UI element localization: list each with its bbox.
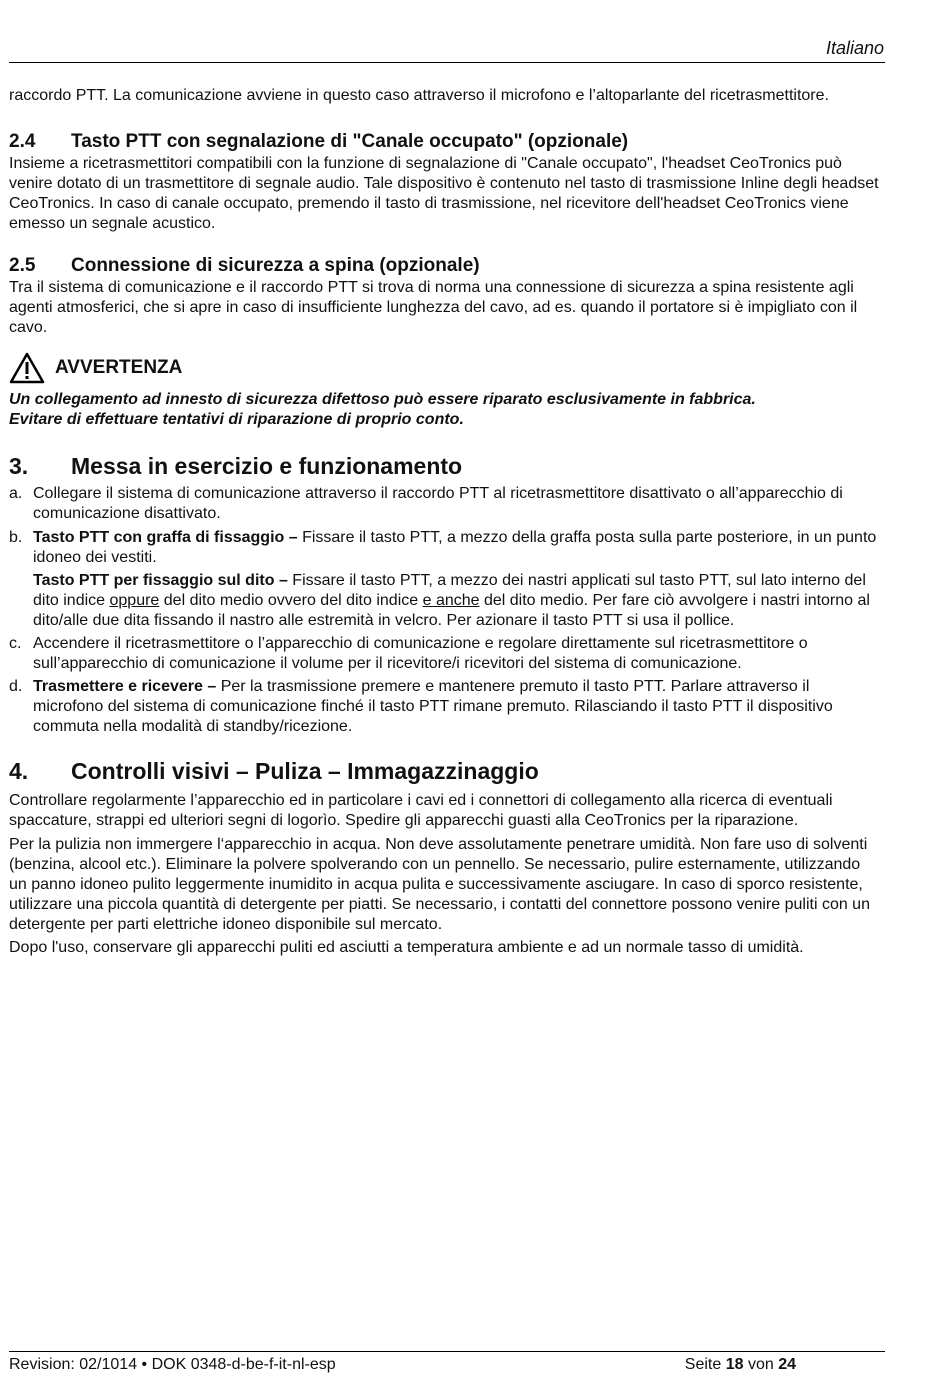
section-number: 2.5 [9, 255, 36, 276]
list-item-b [9, 528, 879, 568]
list-text [33, 677, 879, 737]
header-rule [9, 62, 885, 63]
list-item-b-sub [33, 571, 879, 631]
warning-triangle-icon [9, 352, 45, 384]
list-bold-lead: Tasto PTT con graffa di fissaggio – [33, 529, 298, 546]
list-item-d [9, 677, 879, 737]
warning-line-1: Un collegamento ad innesto di sicurezza difettoso può essere riparato esclusivamente in fabbrica. [9, 391, 756, 408]
warning-heading [9, 352, 879, 384]
warning-title: AVVERTENZA [55, 357, 183, 378]
list-body-text: del dito medio ovvero del dito indice [159, 592, 423, 609]
section-4-paragraph-2: Per la pulizia non immergere l‘apparecchio in acqua. Non deve assolutamente penetrare umidità. Non fare uso di solventi (benzina, alcool etc.). Eliminare la polvere spolverando con un pennello. Se necessario, pulire esternamente, utilizzando un panno idoneo pulito leggermente inumidito in acqua pulita e successivamente asciugare. In caso di sporco resistente, utilizzare una piccola quantità di detergente per piatti. Se necessario, i contatti del connettore possono venire puliti con un detergente per parti elettriche idoneo disponibile sul mercato. [9, 836, 870, 933]
footer-revision: Revision: 02/1014 • DOK 0348-d-be-f-it-nl-esp [9, 1356, 336, 1373]
list-label: b. [9, 529, 23, 546]
page-mid: von [743, 1356, 779, 1373]
warning-line-2: Evitare di effettuare tentativi di riparazione di proprio conto. [9, 411, 464, 428]
page-content [9, 86, 879, 958]
section-3-heading [9, 452, 879, 480]
page-total: 24 [778, 1356, 796, 1373]
list-bold-lead: Tasto PTT per fissaggio sul dito – [33, 572, 288, 589]
list-body-text: Fissare il tasto PTT, a mezzo dei nastri applicati sul tasto PTT, sul lato interno del dito indice [33, 572, 866, 609]
section-2-5-text: Tra il sistema di comunicazione e il raccordo PTT si trova di norma una connessione di sicurezza a spina resistente agli agenti atmosferici, che si apre in caso di insufficiente lunghezza del cavo, ad es. quando il portatore si è impigliato con il cavo. [9, 279, 858, 336]
underlined-word: e anche [422, 592, 480, 609]
list-label: c. [9, 635, 22, 652]
underlined-word: oppure [109, 592, 160, 609]
list-label: a. [9, 485, 23, 502]
section-number: 4. [9, 758, 29, 784]
footer-rule [9, 1351, 885, 1352]
section-title: Messa in esercizio e funzionamento [71, 453, 463, 479]
list-text: Accendere il ricetrasmettitore o l’apparecchio di comunicazione e regolare direttamente sul ricetrasmettitore o sull’apparecchio di comunicazione il volume per il ricevitore/i ricevitori del sistema di comunicazione. [33, 635, 808, 672]
list-bold-lead: Trasmettere e ricevere – [33, 678, 217, 695]
list-body-text: Per la trasmissione premere e mantenere premuto il tasto PTT. Parlare attraverso il microfono del sistema di comunicazione finché il tasto PTT rimane premuto. Rilasciando il tasto PTT il dispositivo commuta nella modalità di standby/ricezione. [33, 678, 833, 735]
intro-paragraph: raccordo PTT. La comunicazione avviene in questo caso attraverso il microfono e l’altoparlante del ricetrasmettitore. [9, 87, 829, 104]
section-2-4-heading [9, 130, 879, 154]
list-text [33, 528, 879, 568]
section-title: Connessione di sicurezza a spina (opzionale) [71, 255, 480, 276]
list-label: d. [9, 678, 23, 695]
section-title: Tasto PTT con segnalazione di "Canale occupato" (opzionale) [71, 131, 629, 152]
section-number: 3. [9, 453, 29, 479]
section-4-paragraph-3: Dopo l'uso, conservare gli apparecchi puliti ed asciutti a temperatura ambiente e ad un normale tasso di umidità. [9, 939, 804, 956]
list-item-c [9, 634, 879, 674]
page-current: 18 [725, 1356, 744, 1373]
header-language: Italiano [825, 38, 884, 58]
page-prefix: Seite [684, 1356, 726, 1373]
list-body-text: del dito medio. Per fare ciò avvolgere i nastri intorno al dito/alle due dita fissando il nastro alle estremità in velcro. Per azionare il tasto PTT si usa il pollice. [33, 592, 870, 629]
list-item-a [9, 484, 879, 524]
section-number: 2.4 [9, 131, 36, 152]
section-4-paragraph-1: Controllare regolarmente l’apparecchio ed in particolare i cavi ed i connettori di collegamento alla ricerca di eventuali spaccature, strappi ed ulteriori segni di logorìo. Spedire gli apparecchi guasti alla CeoTronics per la riparazione. [9, 792, 833, 829]
list-body-text: Fissare il tasto PTT, a mezzo della graffa posta sulla parte posteriore, in un punto idoneo dei vestiti. [33, 529, 877, 566]
section-4-heading [9, 757, 879, 785]
section-title: Controlli visivi – Puliza – Immagazzinaggio [71, 758, 539, 784]
footer-page-number [685, 1356, 796, 1374]
list-text: Collegare il sistema di comunicazione attraverso il raccordo PTT al ricetrasmettitore disattivato o all’apparecchio di comunicazione disattivato. [33, 485, 843, 522]
section-2-4-text: Insieme a ricetrasmettitori compatibili con la funzione di segnalazione di "Canale occupato", l'headset CeoTronics può venire dotato di un trasmettitore di segnale audio. Tale dispositivo è contenuto nel tasto di trasmissione Inline degli headset CeoTronics. In caso di canale occupato, premendo il tasto di trasmissione, nel ricevitore dell'headset CeoTronics viene emesso un segnale acustico. [9, 155, 879, 232]
section-2-5-heading [9, 254, 879, 278]
